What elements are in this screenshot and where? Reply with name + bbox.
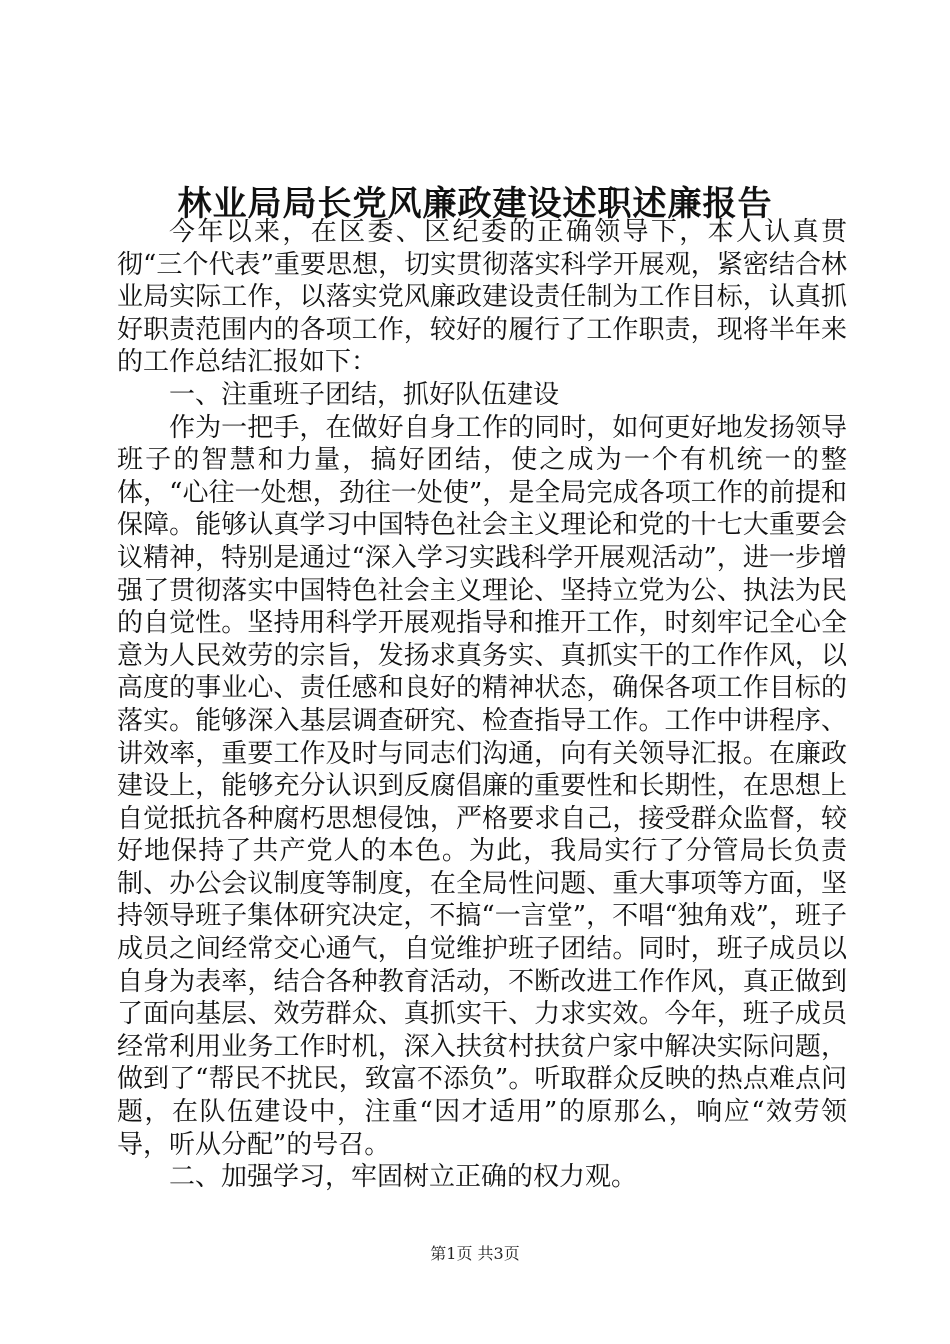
section-heading-1: 一、注重班子团结，抓好队伍建设 <box>169 379 560 410</box>
document-title: 林业局局长党风廉政建设述职述廉报告 <box>177 183 773 224</box>
intro-paragraph: 今年以来，在区委、区纪委的正确领导下，本人认真贯彻“三个代表”重要思想，切实贯彻落实科学开展观，紧密结合林业局实际工作，以落实党风廉政建设责任制为工作目标，认真抓好职责范围内的各项工作，较好的履行了工作职责，现将半年来的工作总结汇报如下： <box>117 217 847 378</box>
section-body-1: 作为一把手，在做好自身工作的同时，如何更好地发扬领导班子的智慧和力量，搞好团结，使之成为一个有机统一的整体，“心往一处想，劲往一处使”，是全局完成各项工作的前提和保障。能够认真学习中国特色社会主义理论和党的十七大重要会议精神，特别是通过“深入学习实践科学开展观活动”，进一步增强了贯彻落实中国特色社会主义理论、坚持立党为公、执法为民的自觉性。坚持用科学开展观指导和推开工作，时刻牢记全心全意为人民效劳的宗旨，发扬求真务实、真抓实干的工作作风，以高度的事业心、责任感和良好的精神状态，确保各项工作目标的落实。能够深入基层调查研究、检查指导工作。工作中讲程序、讲效率，重要工作及时与同志们沟通，向有关领导汇报。在廉政建设上，能够充分认识到反腐倡廉的重要性和长期性，在思想上自觉抵抗各种腐朽思想侵蚀，严格要求自己，接受群众监督，较好地保持了共产党人的本色。为此，我局实行了分管局长负责制、办公会议制度等制度，在全局性问题、重大事项等方面，坚持领导班子集体研究决定，不搞“一言堂”，不唱“独角戏”，班子成员之间经常交心通气，自觉维护班子团结。同时，班子成员以自身为表率，结合各种教育活动，不断改进工作作风，真正做到了面向基层、效劳群众、真抓实干、力求实效。今年，班子成员经常利用业务工作时机，深入扶贫村扶贫户家中解决实际问题，做到了“帮民不扰民，致富不添负”。听取群众反映的热点难点问题，在队伍建设中，注重“因才适用”的原那么，响应“效劳领导，听从分配”的号召。 <box>117 412 847 1160</box>
page-footer: 第1页 共3页 <box>430 1244 520 1263</box>
document-body <box>117 216 847 1194</box>
section-heading-2: 二、加强学习，牢固树立正确的权力观。 <box>169 1162 638 1193</box>
